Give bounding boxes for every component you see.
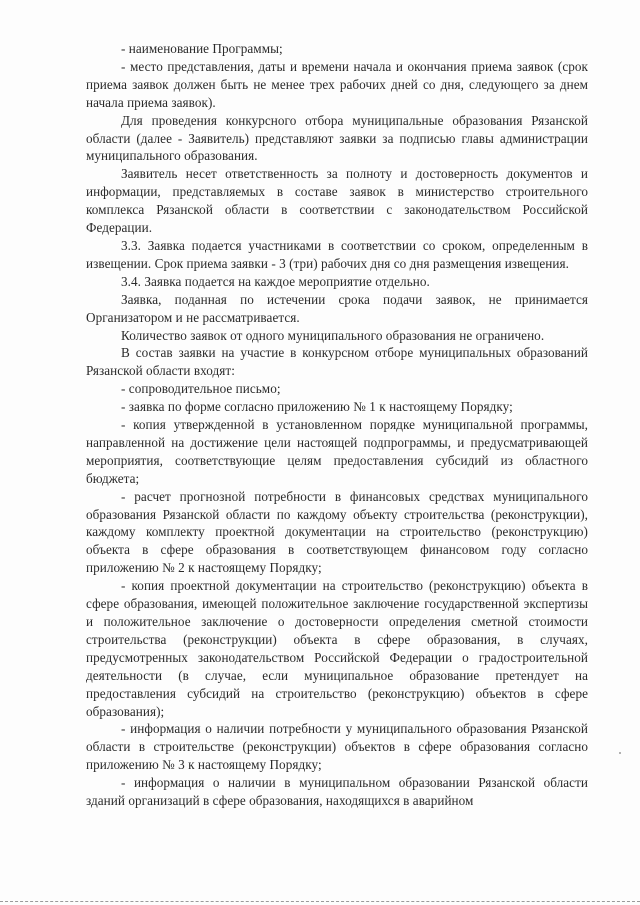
paragraph-application-count: Количество заявок от одного муниципального образования не ограничено.	[121, 327, 545, 343]
list-item-financial-estimate: - расчет прогнозной потребности в финансовых средствах муниципального образования Рязанской области по каждому объекту строительства (реконструкции), каждому комплекту проектной документации на строительство (реконструкцию) объекта в сфере образования в соответствующем финансовом году согласно приложению № 2 к настоящему Порядку;	[86, 488, 588, 576]
paragraph-responsibility: Заявитель несет ответственность за полноту и достоверность документов и информации, представляемых в составе заявок в министерство строительного комплекса Рязанской области в соответствии с законодательством Российской Федерации.	[86, 166, 588, 236]
paragraph-3-3: 3.3. Заявка подается участниками в соответствии со сроком, определенным в извещении. Срок приема заявки - 3 (три) рабочих дня со дня размещения извещения.	[86, 237, 588, 271]
list-item-project-documentation: - копия проектной документации на строительство (реконструкцию) объекта в сфере образования, имеющей положительное заключение государственной экспертизы и положительное заключение о достоверности определения сметной стоимости строительства (реконструкции) объекта в сфере образования, в случаях, предусмотренных законодательством Российской Федерации о градостроительной деятельности (в случае, если муниципальное образование претендует на предоставления субсидий на строительство (реконструкцию) объектов в сфере образования);	[86, 578, 588, 719]
list-item-emergency-buildings: - информация о наличии в муниципальном образовании Рязанской области зданий организаций в сфере образования, находящихся в аварийном	[86, 775, 588, 809]
paragraph-late-application: Заявка, поданная по истечении срока подачи заявок, не принимается Организатором и не рассматривается.	[86, 291, 588, 325]
list-item-submission-dates: - место представления, даты и времени начала и окончания приема заявок (срок приема заявок должен быть не менее трех рабочих дней со дня, следующего за днем начала приема заявок).	[86, 58, 588, 110]
list-item-cover-letter: - сопроводительное письмо;	[121, 381, 281, 397]
list-item-municipal-program: - копия утвержденной в установленном порядке муниципальной программы, направленной на достижение цели настоящей подпрограммы, и предусматривающей мероприятия, соответствующие целям предоставления субсидий из областного бюджета;	[86, 417, 588, 486]
paragraph-application-contents: В состав заявки на участие в конкурсном отборе муниципальных образований Рязанской области входят:	[86, 345, 588, 379]
paragraph-applicants: Для проведения конкурсного отбора муниципальные образования Рязанской области (далее - Заявитель) представляют заявки за подписью главы администрации муниципального образования.	[86, 112, 588, 164]
list-item-program-name: - наименование Программы;	[121, 41, 283, 56]
document-body	[86, 40, 588, 810]
list-item-construction-need: - информация о наличии потребности у муниципального образования Рязанской области в строительстве (реконструкции) объектов в сфере образования согласно приложению № 3 к настоящему Порядку;	[86, 721, 588, 773]
scan-speck	[619, 752, 621, 754]
scan-edge-rule	[0, 901, 640, 902]
paragraph-3-4: 3.4. Заявка подается на каждое мероприятие отдельно.	[121, 273, 430, 289]
list-item-application-form: - заявка по форме согласно приложению № 1 к настоящему Порядку;	[121, 399, 513, 415]
